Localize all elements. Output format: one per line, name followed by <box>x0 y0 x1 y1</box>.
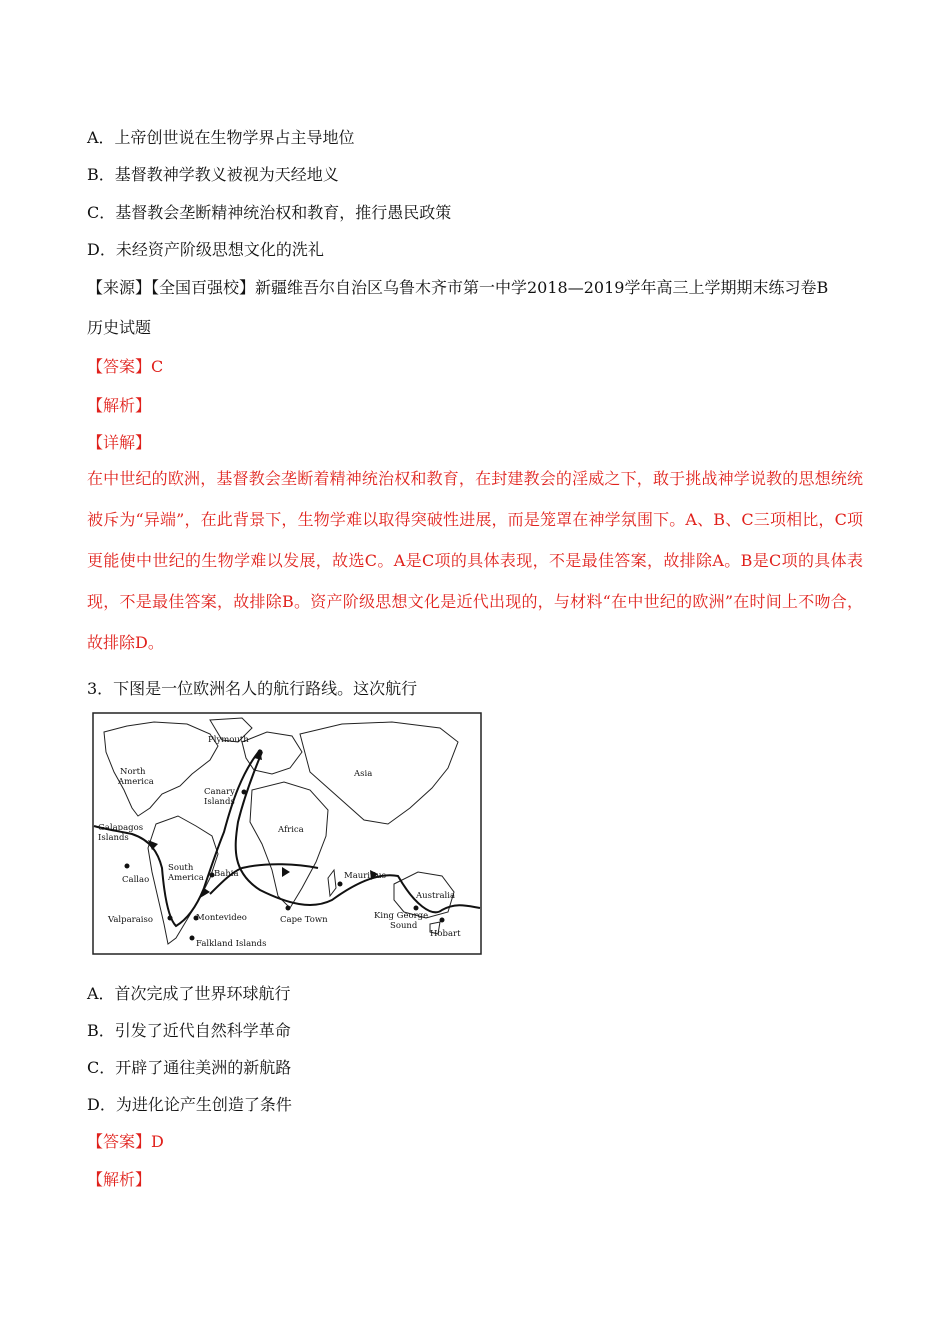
label-hobart: Hobart <box>430 929 461 939</box>
label-asia: Asia <box>354 769 373 779</box>
q3-analysis-label: 【解析】 <box>87 1170 152 1189</box>
label-king-george-2: Sound <box>390 921 418 931</box>
label-galapagos-1: Galapagos <box>98 823 144 833</box>
q2-option-d: D．未经资产阶级思想文化的洗礼 <box>87 240 324 259</box>
label-cape-town: Cape Town <box>280 915 328 925</box>
q2-analysis-label: 【解析】 <box>87 396 152 415</box>
q2-source-line1: 【来源】【全国百强校】新疆维吾尔自治区乌鲁木齐市第一中学2018—2019学年高三上学期期末练习卷B <box>87 278 829 297</box>
q2-detail-label: 【详解】 <box>87 433 152 452</box>
q2-option-a: A．上帝创世说在生物学界占主导地位 <box>87 128 355 147</box>
label-falkland: Falkland Islands <box>196 939 267 949</box>
q3-stem: 3．下图是一位欧洲名人的航行路线。这次航行 <box>87 679 418 698</box>
q3-option-b: B．引发了近代自然科学革命 <box>87 1021 291 1040</box>
label-bahia: Bahia <box>214 869 239 879</box>
q2-detail-text: 在中世纪的欧洲，基督教会垄断着精神统治权和教育，在封建教会的淫威之下，敢于挑战神学说教的思想统统被斥为“异端”，在此背景下，生物学难以取得突破性进展，而是笼罩在神学氛围下。A、B、C三项相比，C项更能使中世纪的生物学难以发展，故选C。A是C项的具体表现，不是最佳答案，故排除A。B是C项的具体表现，不是最佳答案，故排除B。资产阶级思想文化是近代出现的，与材料“在中世纪的欧洲”在时间上不吻合，故排除D。 <box>87 469 863 652</box>
label-galapagos-2: Islands <box>98 833 129 843</box>
q3-option-c: C．开辟了通往美洲的新航路 <box>87 1058 292 1077</box>
q2-answer: 【答案】C <box>87 357 164 376</box>
q3-answer: 【答案】D <box>87 1132 164 1151</box>
label-valparaiso: Valparaiso <box>108 915 153 925</box>
label-south-america-1: South <box>168 863 194 873</box>
q2-source-line2: 历史试题 <box>87 318 152 337</box>
label-montevideo: Montevideo <box>196 913 247 923</box>
label-canary-2: Islands <box>204 797 235 807</box>
label-africa: Africa <box>278 825 304 835</box>
q2-option-b: B．基督教神学教义被视为天经地义 <box>87 165 339 184</box>
q3-option-a: A．首次完成了世界环球航行 <box>87 984 291 1003</box>
label-callao: Callao <box>122 875 150 885</box>
label-north-america-1: North <box>120 767 146 777</box>
q2-option-c: C．基督教会垄断精神统治权和教育，推行愚民政策 <box>87 203 452 222</box>
label-south-america-2: America <box>168 873 204 883</box>
q3-option-d: D．为进化论产生创造了条件 <box>87 1095 292 1114</box>
label-north-america-2: America <box>118 777 154 787</box>
label-plymouth: Plymouth <box>208 735 249 745</box>
label-mauritius: Mauritius <box>344 871 386 881</box>
label-king-george-1: King George <box>374 911 429 921</box>
label-australia: Australia <box>416 891 456 901</box>
voyage-route-map <box>92 712 482 955</box>
label-canary-1: Canary <box>204 787 235 797</box>
